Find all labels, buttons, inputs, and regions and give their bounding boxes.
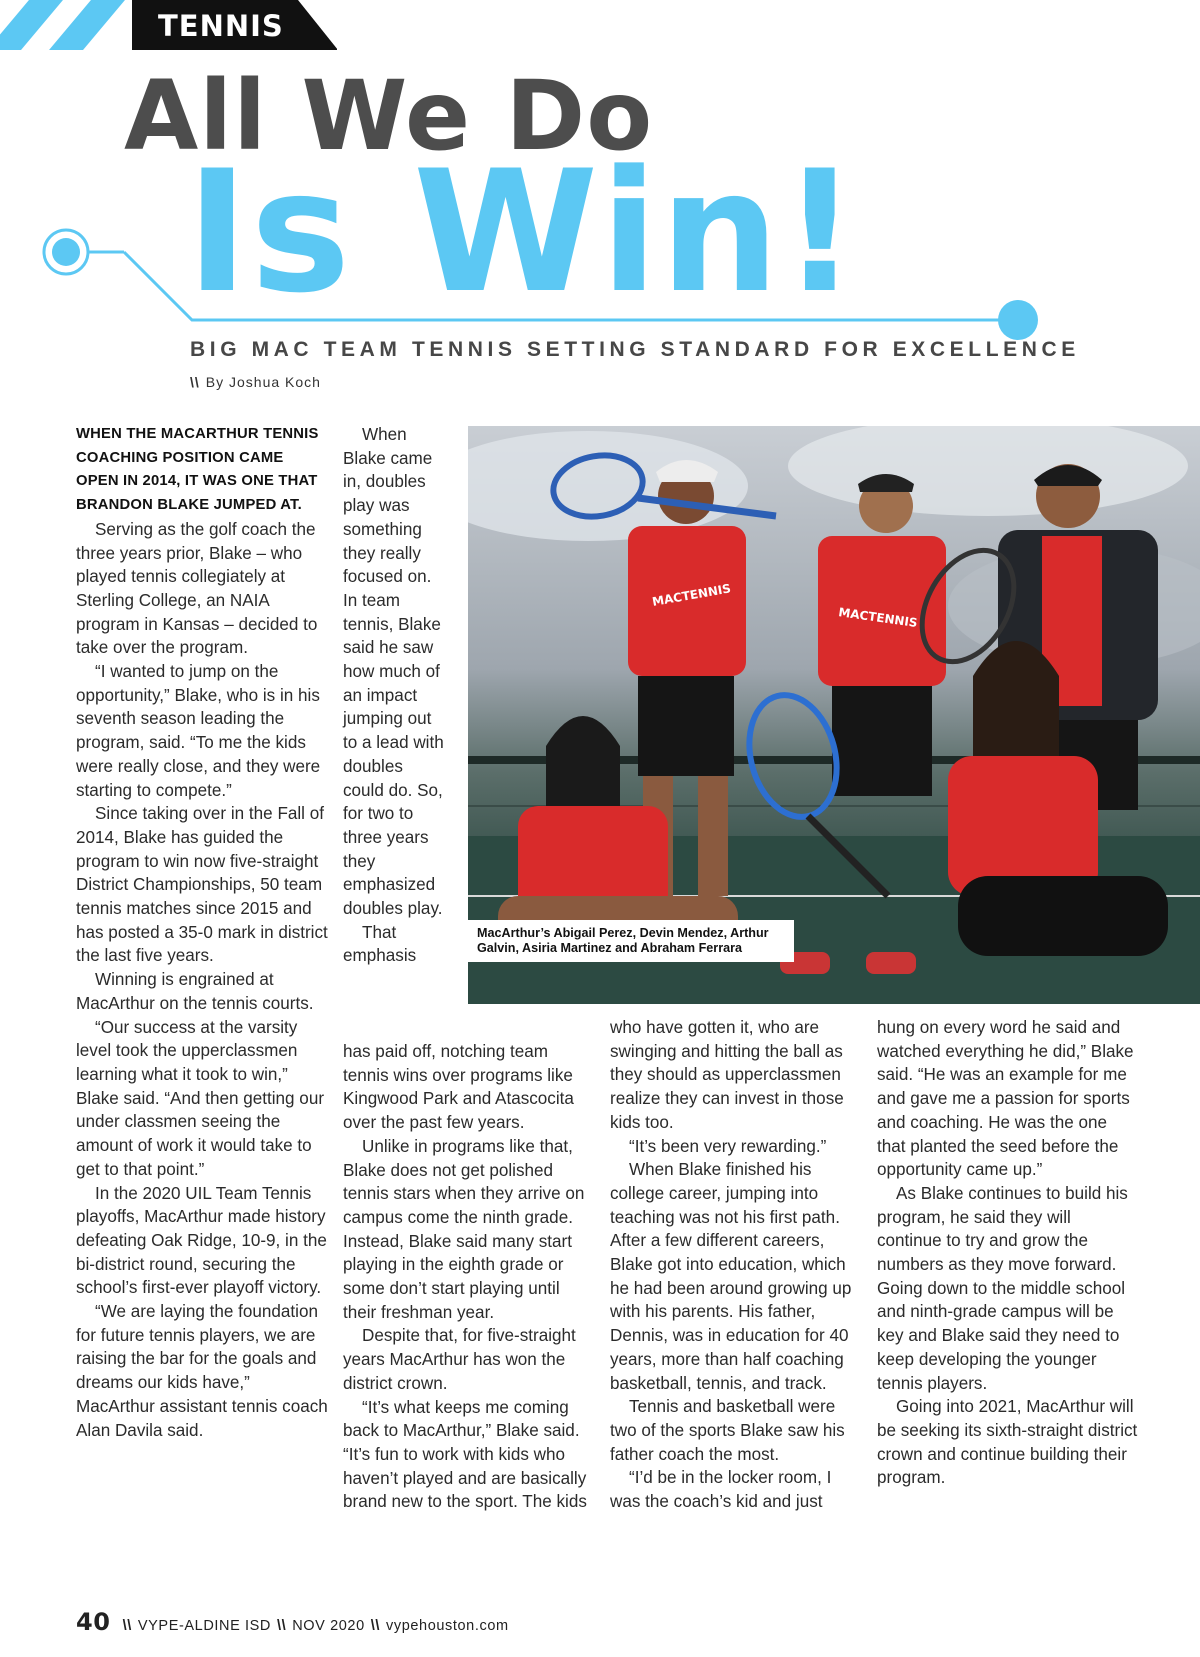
jersey-text: MACTENNIS <box>837 605 919 631</box>
header-stripe <box>49 0 125 50</box>
article-paragraph: Since taking over in the Fall of 2014, Blake has guided the program to win now five-straight District Championships, 50 team tennis matches since 2015 and has posted a 35-0 mark in district the last five years. <box>76 804 328 966</box>
article-lead: WHEN THE MACARTHUR TENNIS COACHING POSITION CAME OPEN IN 2014, IT WAS ONE THAT BRANDON BLAKE JUMPED AT. <box>76 426 319 514</box>
byline <box>190 374 321 390</box>
article-column-3 <box>610 1016 862 1514</box>
article-column-2-narrow <box>343 423 447 968</box>
section-label: TENNIS <box>158 9 284 43</box>
article-paragraph: Winning is engrained at MacArthur on the tennis courts. <box>76 970 314 1013</box>
article-column-1 <box>76 423 328 1442</box>
byline-slashes-icon: \\ <box>190 374 200 390</box>
article-paragraph: “I’d be in the locker room, I was the coach’s kid and just <box>610 1468 832 1512</box>
article-paragraph: When Blake came in, doubles play was something they really focused on. In team tennis, Blake said he saw how much of an impact jumping out to a lead with doubles could do. So, for two to three years they emphasized doubles play. <box>343 425 444 919</box>
article-paragraph: who have gotten it, who are swinging and hitting the ball as they should as upperclassmen realize they can invest in those kids too. <box>610 1018 844 1132</box>
article-paragraph: hung on every word he said and watched everything he did,” Blake said. “He was an example for me and gave me a passion for sports and coaching. He was the one that planted the seed before the opportunity came up.” <box>877 1018 1134 1180</box>
article-paragraph: “I wanted to jump on the opportunity,” Blake, who is in his seventh season leading the program, said. “To me the kids were really close, and they were starting to compete.” <box>76 662 321 800</box>
team-photo-illustration <box>468 426 1200 1004</box>
footer-issue: NOV 2020 <box>292 1618 365 1634</box>
footer-website: vypehouston.com <box>386 1618 509 1634</box>
article-paragraph: When Blake finished his college career, jumping into teaching was not his first path. After a few different careers, Blake got into education, which he had been around growing up with his parents. His father, Dennis, was in education for 40 years, more than half coaching basketball, tennis, and track. <box>610 1160 852 1393</box>
footer-slashes-icon: \\ <box>122 1618 132 1634</box>
article-paragraph: Despite that, for five-straight years MacArthur has won the district crown. <box>343 1326 576 1393</box>
article-paragraph: “We are laying the foundation for future tennis players, we are raising the bar for the goals and dreams our kids have,” MacArthur assistant tennis coach Alan Davila said. <box>76 1302 328 1440</box>
team-photo <box>468 426 1200 1004</box>
article-column-4 <box>877 1016 1139 1490</box>
subheadline: BIG MAC TEAM TENNIS SETTING STANDARD FOR EXCELLENCE <box>190 338 1080 361</box>
headline-line-1: All We Do <box>124 60 654 172</box>
footer-slashes-icon: \\ <box>276 1618 287 1634</box>
article-paragraph: Serving as the golf coach the three years prior, Blake – who played tennis collegiately at Sterling College, an NAIA program in Kansas – decided to take over the program. <box>76 519 318 658</box>
article-paragraph: As Blake continues to build his program, he said they will continue to try and grow the numbers as they move forward. Going down to the middle school and ninth-grade campus will be key and Blake said they need to keep developing the younger tennis players. <box>877 1183 1128 1393</box>
article-paragraph: That emphasis <box>343 922 417 966</box>
article-paragraph: Unlike in programs like that, Blake does not get polished tennis stars when they arrive on campus come the ninth grade. Instead, Blake said many start playing in the eighth grade or some don’t start playing until their freshman year. <box>343 1136 585 1322</box>
article-paragraph: has paid off, notching team tennis wins over programs like Kingwood Park and Atascocita over the past few years. <box>343 1042 574 1133</box>
article-paragraph: “Our success at the varsity level took the upperclassmen learning what it took to win,” Blake said. “And then getting our under classmen seeing the amount of work it would take to get to that point.” <box>76 1017 325 1179</box>
footer-slashes-icon: \\ <box>370 1618 381 1634</box>
article-paragraph: Going into 2021, MacArthur will be seeking its sixth-straight district crown and continue building their program. <box>877 1397 1138 1488</box>
jersey-text: MACTENNIS <box>651 581 732 609</box>
footer-publication: VYPE-ALDINE ISD <box>137 1618 271 1634</box>
headline-line-2: Is Win! <box>186 134 861 330</box>
article-column-2 <box>343 1040 595 1514</box>
article-paragraph: In the 2020 UIL Team Tennis playoffs, MacArthur made history defeating Oak Ridge, 10-9, in the bi-district round, securing the school’s first-ever playoff victory. <box>76 1183 327 1298</box>
article-paragraph: “It’s what keeps me coming back to MacArthur,” Blake said. “It’s fun to work with kids who haven’t played and are basically brand new to the sport. The kids <box>343 1397 587 1512</box>
photo-caption: MacArthur’s Abigail Perez, Devin Mendez, Arthur Galvin, Asiria Martinez and Abraham Ferrara <box>477 926 769 955</box>
page-footer <box>76 1608 509 1636</box>
article-paragraph: “It’s been very rewarding.” <box>629 1136 827 1156</box>
byline-author: By Joshua Koch <box>205 374 321 390</box>
article-paragraph: Tennis and basketball were two of the sports Blake saw his father coach the most. <box>610 1397 845 1464</box>
page-number: 40 <box>76 1608 111 1636</box>
